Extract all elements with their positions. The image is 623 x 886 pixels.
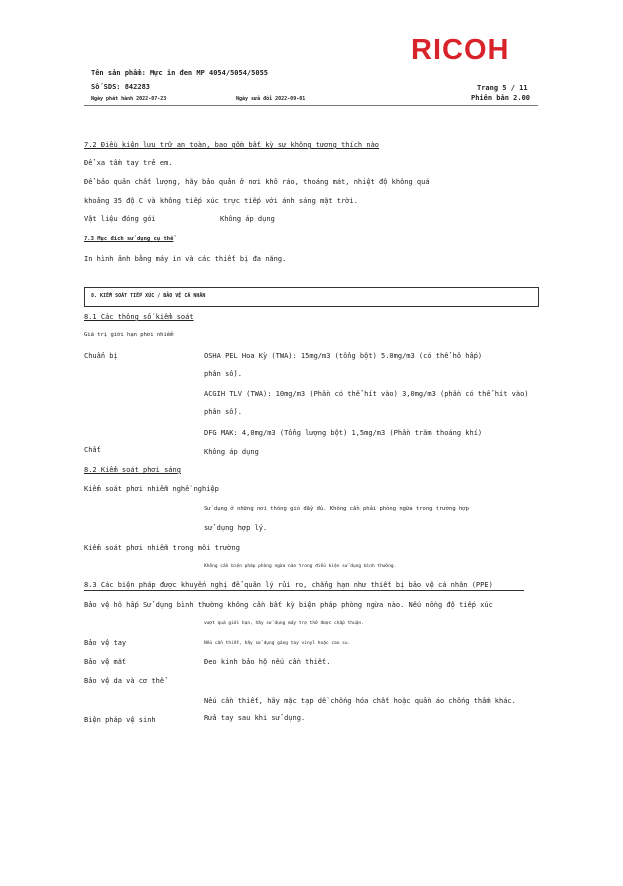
acgih-value: ACGIH TLV (TWA): 10mg/m3 (Phần có thể hít vào) 3,0mg/m3 (phần có thể hít vào) [204,390,529,398]
occupational-label: Kiểm soát phơi nhiễm nghề nghiệp [84,485,219,493]
preparation-label: Chuẩn bị [84,352,118,360]
skin-label: Bảo vệ da và cơ thể [84,677,165,685]
acgih-value-cont: phân số). [204,408,242,416]
section-7-3-heading: 7.3 Mục đích sử dụng cụ thể [84,236,174,242]
section-8-title: 8. KIỂM SOÁT TIẾP XÚC / BẢO VỆ CÁ NHÂN [91,293,206,299]
occupational-value: Sử dụng ở những nơi thông gió đầy đủ. Không cần phải phòng ngừa trong trường hợp [204,506,469,512]
skin-value: Nếu cần thiết, hãy mặc tạp dề chống hóa chất hoặc quần áo chống thấm khác. [204,697,516,705]
issue-date: Ngày phát hành 2022-07-23 [91,96,167,102]
s72-text-3: khoảng 35 độ C và không tiếp xúc trực tiếp với ánh sáng mặt trời. [84,197,358,205]
hand-label: Bảo vệ tay [84,639,127,647]
hand-value: Nếu cần thiết, hãy sử dụng găng tay vinyl hoặc cao su. [204,641,351,646]
revision-date: Ngày sửa đổi 2022-09-01 [236,96,306,102]
section-8-1-heading: 8.1 Các thông số kiểm soát [84,313,194,321]
sds-number: Số SDS: 842283 [91,83,151,91]
eye-value: Đeo kính bảo hộ nếu cần thiết. [204,658,331,666]
section-8-2-heading: 8.2 Kiểm soát phơi sáng [84,466,181,474]
header-divider [84,105,538,106]
ricoh-logo: RICOH [411,34,510,66]
respiratory-text-cont: vượt quá giới hạn, hãy sử dụng máy trợ thở được chấp thuận. [204,621,364,626]
packaging-value: Không áp dụng [220,215,275,223]
osha-value: OSHA PEL Hoa Kỳ (TWA): 15mg/m3 (tổng bột) 5.0mg/m3 (có thể hô hấp) [204,352,483,360]
osha-value-cont: phân số). [204,370,242,378]
hygiene-value: Rửa tay sau khi sử dụng. [204,714,306,722]
section-8-3-heading: 8.3 Các biện pháp được khuyến nghị để quản lý rủi ro, chẳng hạn như thiết bị bảo vệ cá nhân (PPE) [84,581,493,589]
section-8-title-box [84,287,539,307]
environmental-label: Kiểm soát phơi nhiễm trong môi trường [84,544,240,552]
environmental-value: Không cần biện pháp phòng ngừa nào trong điều kiện sử dụng bình thường. [204,564,397,569]
dfg-value: DFG MAK: 4,0mg/m3 (Tổng lượng bột) 1,5mg/m3 (Phần trăm thoáng khí) [204,429,483,437]
page-number: Trang 5 / 11 [477,84,528,92]
hygiene-label: Biện pháp vệ sinh [84,716,156,724]
product-name: Tên sản phẩm: Mực in đen MP 4054/5054/5055 [91,69,269,77]
s72-text-2: Để bảo quản chất lượng, hãy bảo quản ở nơi khô ráo, thoáng mát, nhiệt độ không quá [84,178,430,186]
version: Phiên bản 2.00 [471,94,531,102]
eye-label: Bảo vệ mắt [84,658,127,666]
section-8-3-underline [84,590,524,591]
substance-value: Không áp dụng [204,448,259,456]
s72-text-1: Để xa tầm tay trẻ em. [84,159,173,167]
exposure-limit-subheading: Giá trị giới hạn phơi nhiễm [84,332,174,338]
occupational-value-cont: sử dụng hợp lý. [204,524,268,532]
s73-text: In hình ảnh bằng máy in và các thiết bị đa năng. [84,255,287,263]
section-7-2-heading: 7.2 Điều kiện lưu trữ an toàn, bao gồm bất kỳ sự không tương thích nào [84,141,380,149]
substance-label: Chất [84,446,101,454]
packaging-label: Vật liệu đóng gói [84,215,156,223]
respiratory-text: Bảo vệ hô hấp Sử dụng bình thường không cần bất kỳ biện pháp phòng ngừa nào. Nếu nồng độ tiếp xúc [84,601,493,609]
